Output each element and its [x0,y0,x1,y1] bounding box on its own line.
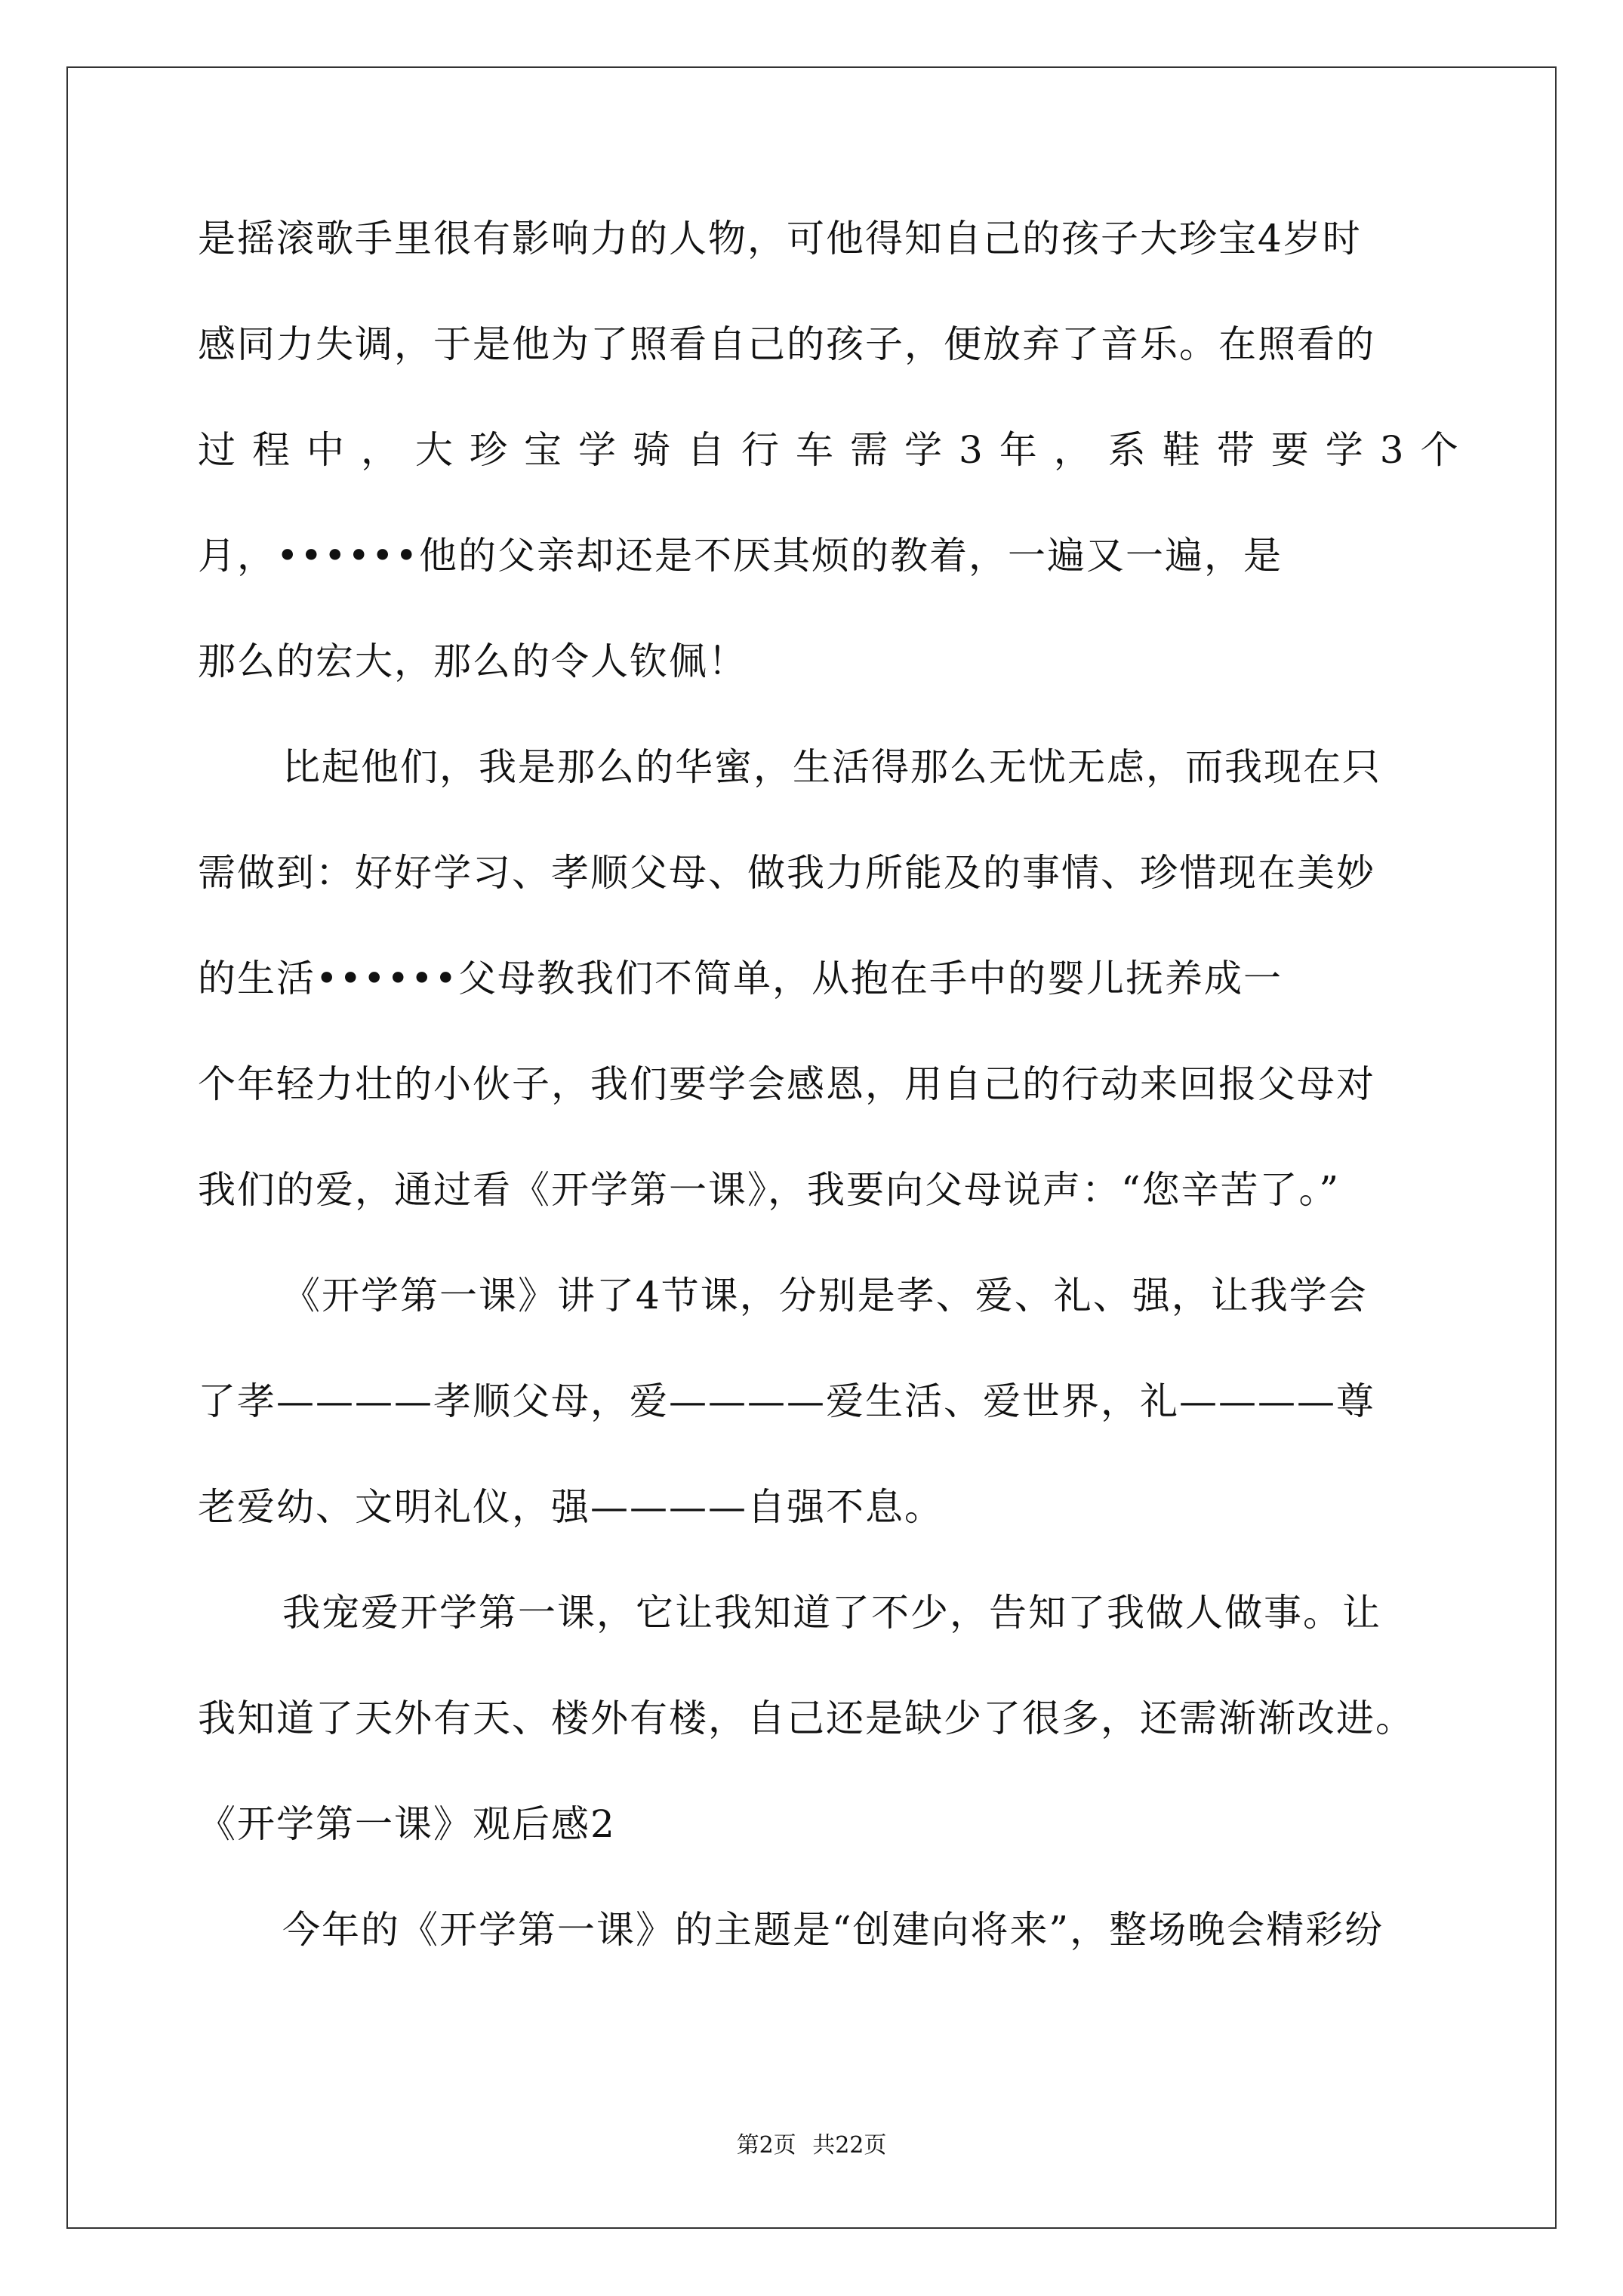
text-line-15: 我知道了天外有天、楼外有楼，自己还是缺少了很多，还需渐渐改进。 [198,1697,1415,1740]
text-line-1: 是摇滚歌手里很有影响力的人物，可他得知自己的孩子大珍宝4岁时 [198,217,1362,260]
page-footer [0,2132,1623,2159]
text-line-13: 老爱幼、文明礼仪，强————自强不息。 [198,1485,944,1529]
page-number: 第2页 [736,2132,796,2159]
text-line-3: 过程中，大珍宝学骑自行车需学3年，系鞋带要学3个 [198,428,1475,472]
text-line-7: 需做到：好好学习、孝顺父母、做我力所能及的事情、珍惜现在美妙 [198,851,1375,895]
text-line-4: 月，••••••他的父亲却还是不厌其烦的教着，一遍又一遍，是 [198,534,1283,578]
text-line-10: 我们的爱，通过看《开学第一课》，我要向父母说声：“您辛苦了。” [198,1168,1341,1212]
section-heading: 《开学第一课》观后感2 [198,1802,616,1846]
text-line-12: 了孝————孝顺父母，爱————爱生活、爱世界，礼————尊 [198,1379,1375,1423]
text-line-17: 今年的《开学第一课》的主题是“创建向将来”，整场晚会精彩纷 [282,1908,1384,1952]
text-line-2: 感同力失调，于是他为了照看自己的孩子，便放弃了音乐。在照看的 [198,322,1375,366]
text-line-8: 的生活••••••父母教我们不简单，从抱在手中的婴儿抚养成一 [198,957,1283,1000]
text-line-6: 比起他们，我是那么的华蜜，生活得那么无忧无虑，而我现在只 [282,745,1381,789]
text-line-14: 我宠爱开学第一课，它让我知道了不少，告知了我做人做事。让 [282,1591,1381,1635]
page-total: 共22页 [812,2132,887,2159]
text-line-5: 那么的宏大，那么的令人钦佩！ [198,639,747,683]
text-line-9: 个年轻力壮的小伙子，我们要学会感恩，用自己的行动来回报父母对 [198,1062,1375,1106]
text-line-11: 《开学第一课》讲了4节课，分别是孝、爱、礼、强，让我学会 [282,1274,1368,1318]
document-body [198,216,1475,2013]
